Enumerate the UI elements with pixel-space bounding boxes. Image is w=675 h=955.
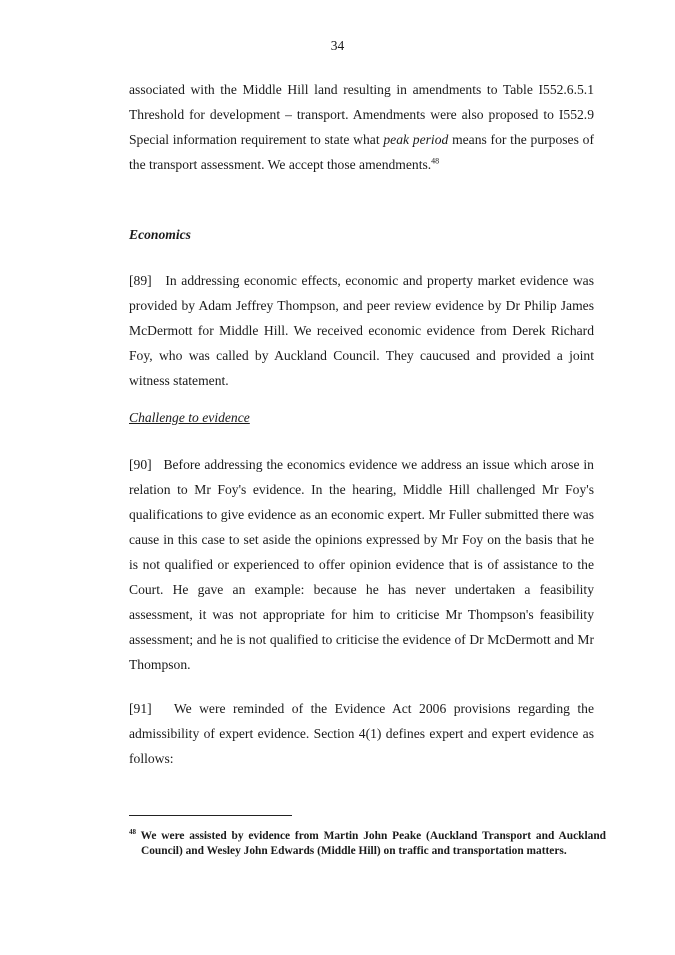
intro-paragraph [129,77,594,177]
footnote [129,829,606,859]
paragraph-number: [90] [129,457,152,472]
intro-emphasis: peak period [383,132,449,147]
paragraph-number: [91] [129,701,152,716]
paragraph-text: In addressing economic effects, economic and property market evidence was provided by Adam Jeffrey Thompson, and peer review evidence by Dr Philip James McDermott for Middle Hill. We received economic evidence from Derek Richard Foy, who was called by Auckland Council. They caucused and provided a joint witness statement. [129,273,595,388]
footnote-divider [129,815,292,816]
footnote-number: 48 [129,828,136,837]
paragraph-91 [129,696,594,771]
footnote-reference[interactable]: 48 [431,156,440,166]
paragraph-90 [129,452,594,677]
intro-text-2: means for the purposes of the transport assessment. We accept those amendments. [129,132,594,172]
paragraph-number: [89] [129,273,152,288]
intro-text-1: associated with the Middle Hill land resulting in amendments to Table I552.6.5.1 Threshold for development – transport. Amendments were also proposed to I552.9 Special information requirement to state what [129,82,594,147]
subheading: Challenge to evidence [129,410,250,425]
paragraph-89 [129,268,594,393]
paragraph-text: We were reminded of the Evidence Act 2006 provisions regarding the admissibility of expert evidence. Section 4(1) defines expert and expert evidence as follows: [129,701,594,766]
footnote-text: We were assisted by evidence from Martin John Peake (Auckland Transport and Auckland Council) and Wesley John Edwards (Middle Hill) on traffic and transportation matters. [140,830,606,857]
page-number: 34 [330,38,345,53]
paragraph-text: Before addressing the economics evidence we address an issue which arose in relation to Mr Foy's evidence. In the hearing, Middle Hill challenged Mr Foy's qualifications to give evidence as an economic expert. Mr Fuller submitted there was cause in this case to set aside the opinions expressed by Mr Foy on the basis that he is not qualified or experienced to offer opinion evidence that is of assistance to the Court. He gave an example: because he has never undertaken a feasibility assessment, it was not appropriate for him to criticise Mr Thompson's feasibility assessment; and he is not qualified to criticise the evidence of Dr McDermott and Mr Thompson. [129,457,594,672]
section-heading: Economics [129,227,191,242]
